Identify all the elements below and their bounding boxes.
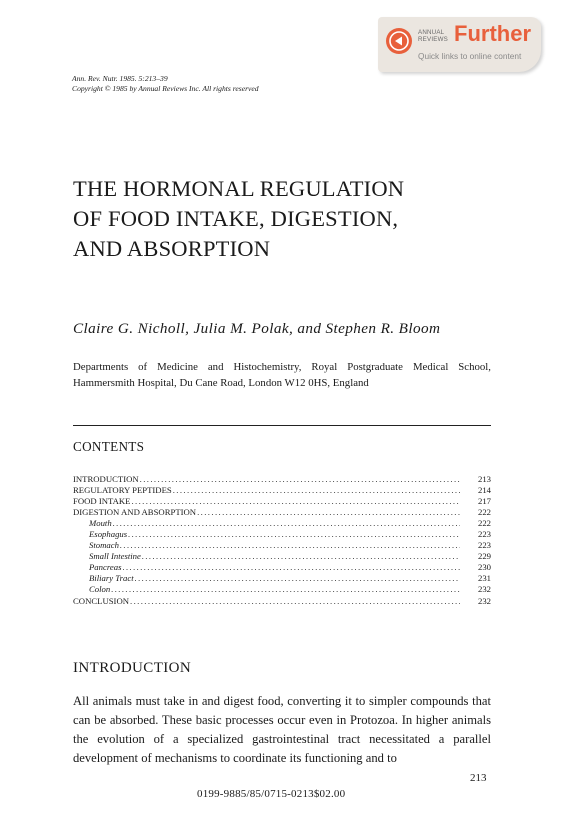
toc-subentry[interactable] — [73, 584, 491, 595]
toc-page: 231 — [477, 573, 491, 584]
toc-label: DIGESTION AND ABSORPTION — [73, 507, 197, 518]
toc-leader — [120, 540, 460, 551]
toc-label: Mouth — [89, 518, 112, 529]
contents-heading: CONTENTS — [73, 439, 145, 454]
toc-leader — [131, 496, 460, 507]
toc-page: 232 — [477, 584, 491, 595]
table-of-contents — [73, 474, 491, 607]
toc-leader — [128, 529, 460, 540]
toc-subentry[interactable] — [73, 540, 491, 551]
toc-leader — [140, 474, 460, 485]
toc-entry[interactable] — [73, 596, 491, 607]
toc-page: 222 — [477, 507, 491, 518]
quick-links-tagline: Quick links to online content — [418, 51, 522, 61]
toc-subentry[interactable] — [73, 529, 491, 540]
toc-page: 214 — [477, 485, 491, 496]
introduction-heading: INTRODUCTION — [73, 660, 192, 676]
section-divider — [73, 425, 491, 426]
toc-leader — [173, 485, 460, 496]
wordmark-line2: REVIEWS — [418, 36, 448, 43]
wordmark-line1: ANNUAL — [418, 29, 445, 36]
footer-code: 0199-9885/85/0715-0213$02.00 — [197, 788, 346, 800]
toc-page: 223 — [477, 529, 491, 540]
toc-label: Esophagus — [89, 529, 128, 540]
title-line-1: THE HORMONAL REGULATION — [73, 176, 405, 201]
toc-page: 232 — [477, 595, 491, 606]
further-label: Further — [454, 21, 531, 46]
toc-subentry[interactable] — [73, 562, 491, 573]
toc-label: Stomach — [89, 540, 119, 551]
title-line-2: OF FOOD INTAKE, DIGESTION, — [73, 206, 399, 231]
toc-label: REGULATORY PEPTIDES — [73, 485, 172, 496]
toc-leader — [123, 562, 461, 573]
toc-leader — [142, 551, 460, 562]
citation-line: Ann. Rev. Nutr. 1985. 5:213–39 — [72, 74, 168, 83]
toc-leader — [113, 518, 460, 529]
toc-label: Colon — [89, 584, 111, 595]
toc-page: 229 — [477, 551, 491, 562]
journal-citation — [72, 74, 259, 94]
toc-leader — [197, 507, 460, 518]
toc-label: Small Intestine — [89, 551, 141, 562]
toc-entry[interactable] — [73, 496, 491, 507]
affiliation: Departments of Medicine and Histochemistry, Royal Postgraduate Medical School, Hammersmith Hospital, Du Cane Road, London W12 0HS, England — [73, 361, 491, 389]
article-title — [73, 174, 404, 264]
toc-leader — [135, 573, 460, 584]
toc-page: 217 — [477, 496, 491, 507]
page-number: 213 — [470, 772, 487, 784]
toc-label: Pancreas — [89, 562, 122, 573]
toc-page: 223 — [477, 540, 491, 551]
toc-label: CONCLUSION — [73, 595, 129, 606]
toc-label: FOOD INTAKE — [73, 496, 131, 507]
toc-page: 213 — [477, 474, 491, 484]
toc-subentry[interactable] — [73, 518, 491, 529]
play-back-icon — [386, 28, 412, 54]
toc-page: 222 — [477, 518, 491, 529]
copyright-line: Copyright © 1985 by Annual Reviews Inc. All rights reserved — [72, 84, 259, 93]
toc-leader — [111, 584, 460, 595]
toc-leader — [130, 596, 460, 607]
toc-subentry[interactable] — [73, 551, 491, 562]
toc-entry[interactable] — [73, 474, 491, 485]
toc-subentry[interactable] — [73, 573, 491, 584]
authors: Claire G. Nicholl, Julia M. Polak, and Stephen R. Bloom — [73, 320, 441, 337]
annual-reviews-further-badge[interactable] — [378, 17, 541, 72]
title-line-3: AND ABSORPTION — [73, 236, 271, 261]
toc-page: 230 — [477, 562, 491, 573]
introduction-paragraph: All animals must take in and digest food, converting it to simpler compounds that can be absorbed. These basic processes occur even in Protozoa. In higher animals the evolution of a specialized gastrointestinal tract necessitated a parallel development of mechanisms to coordinate its functioning and to — [73, 694, 491, 765]
annual-reviews-wordmark — [418, 29, 448, 43]
toc-label: INTRODUCTION — [73, 474, 139, 484]
toc-entry[interactable] — [73, 485, 491, 496]
toc-label: Biliary Tract — [89, 573, 134, 584]
toc-entry[interactable] — [73, 507, 491, 518]
